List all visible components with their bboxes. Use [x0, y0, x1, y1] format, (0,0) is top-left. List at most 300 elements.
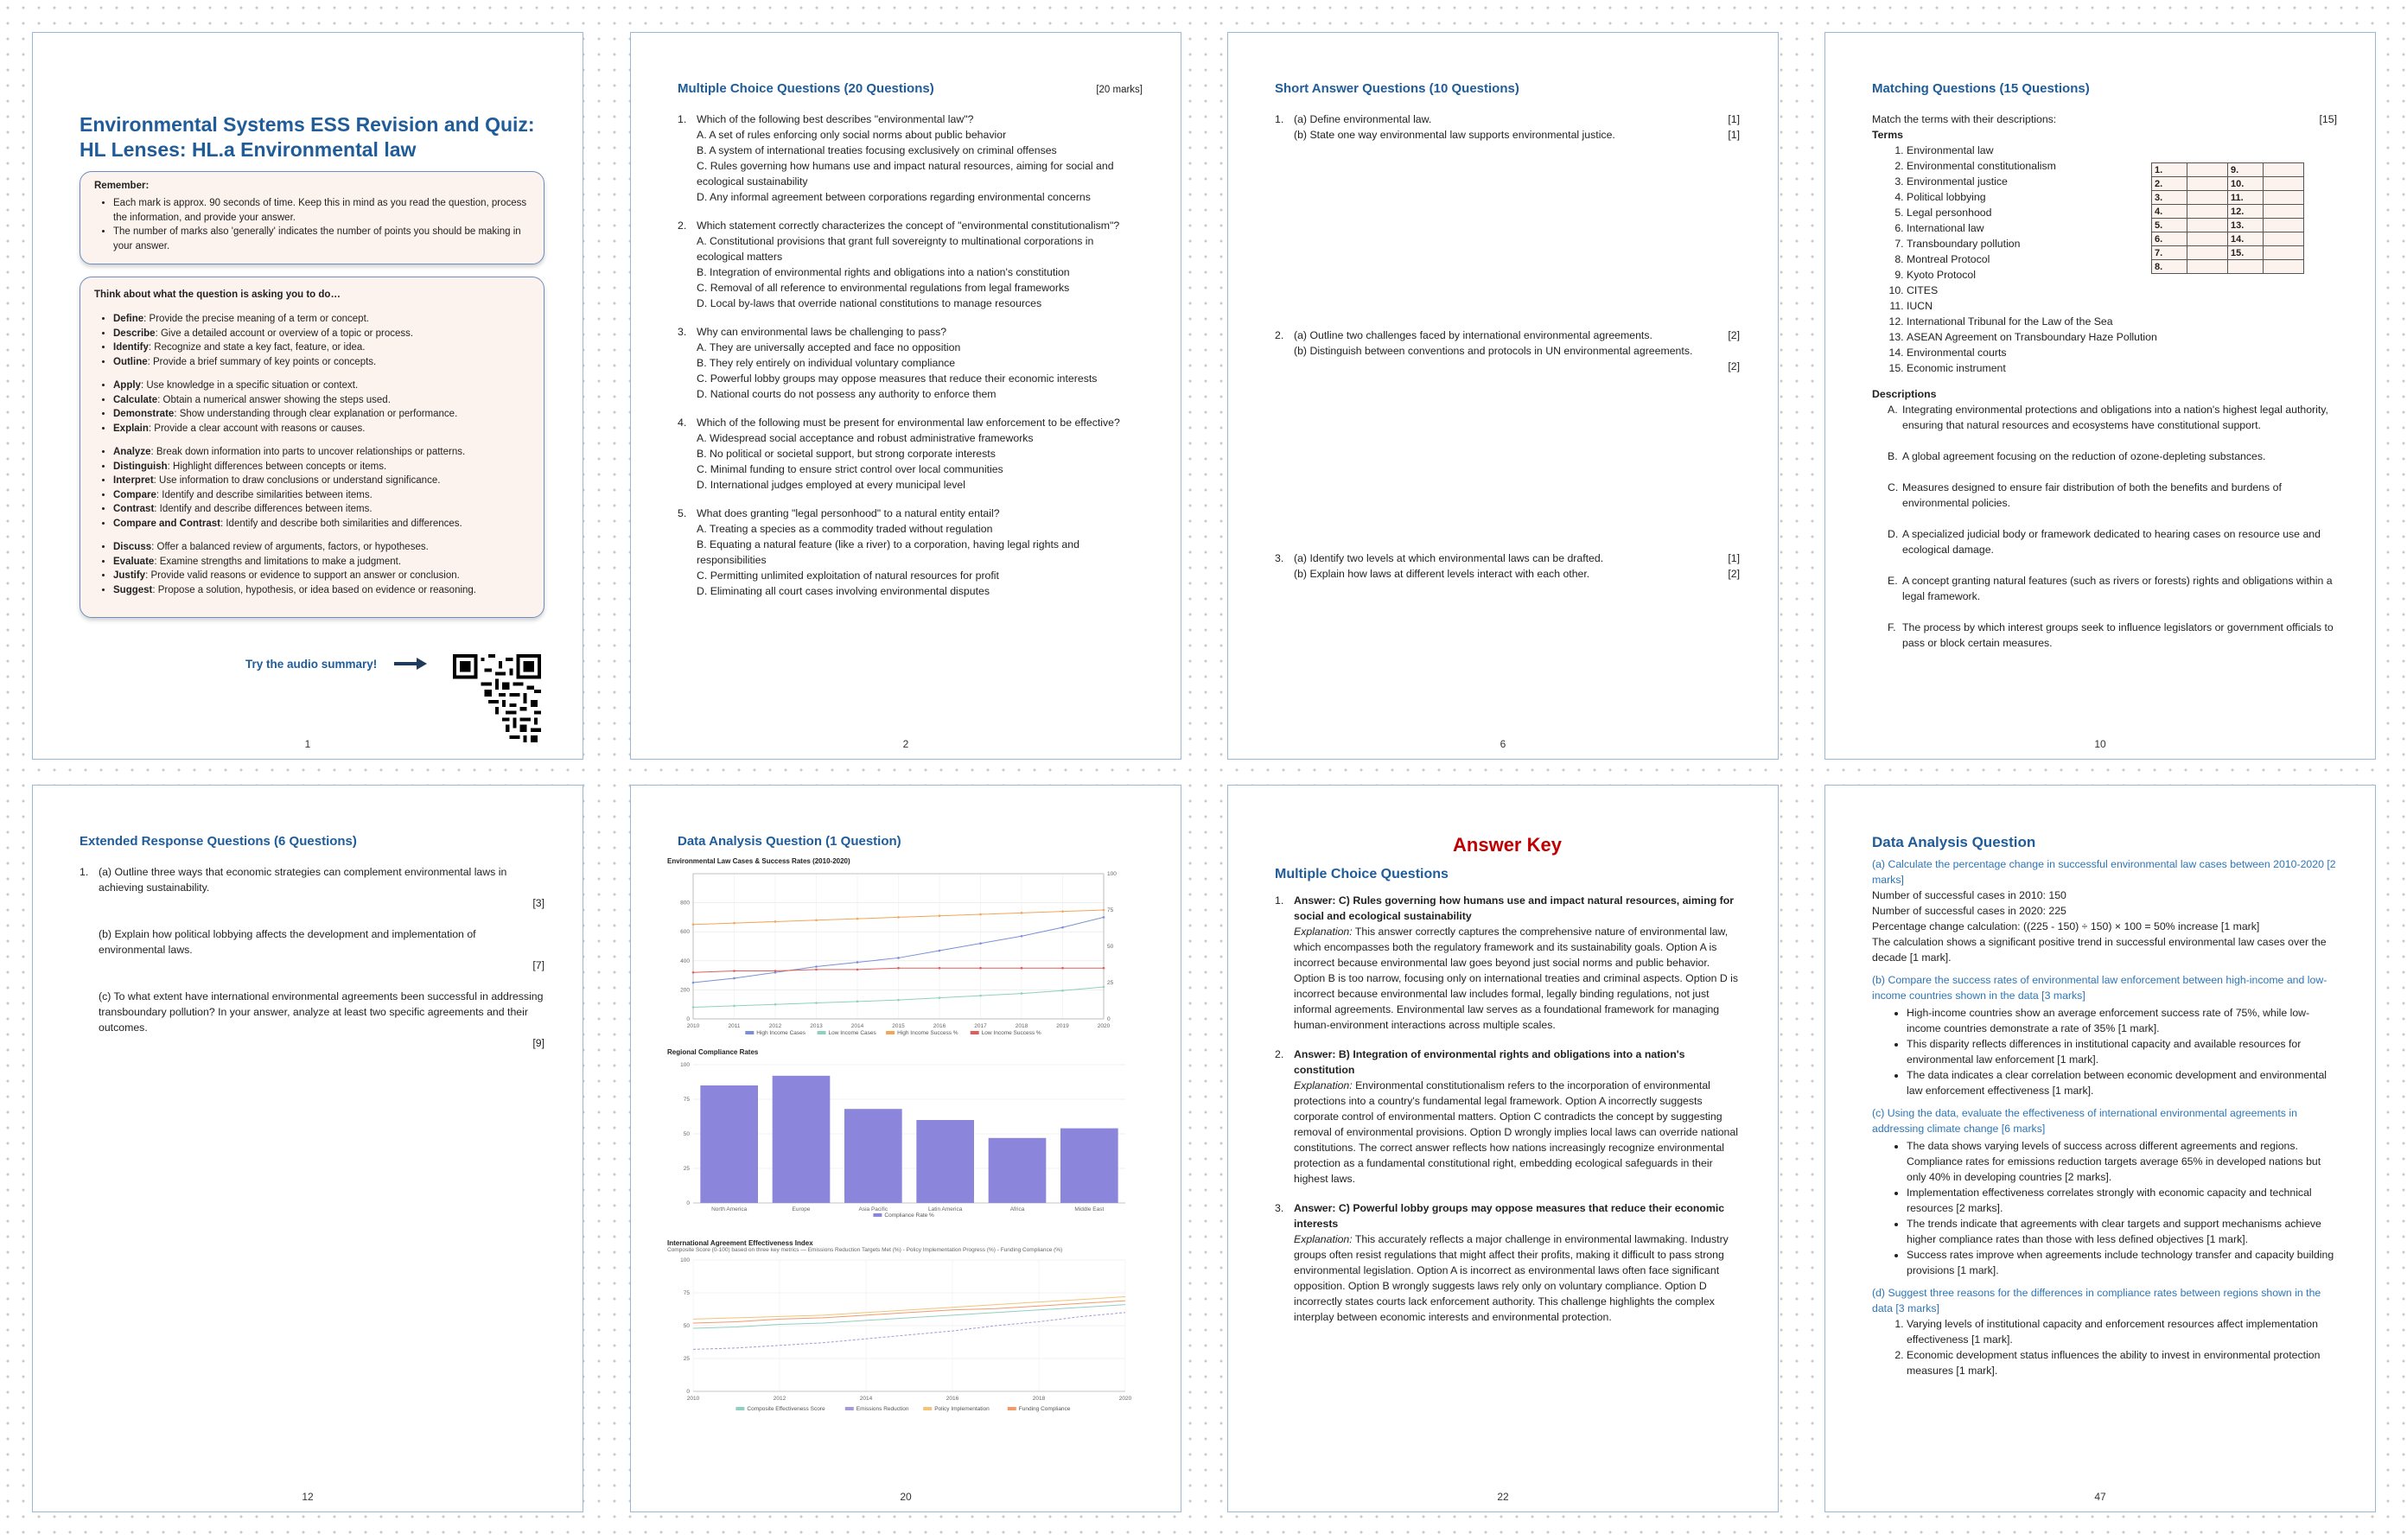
series-line: [693, 1305, 1125, 1328]
data-point: [1103, 916, 1105, 919]
question-body: [697, 218, 1143, 311]
bar: [989, 1138, 1047, 1203]
x-tick-label: 2012: [773, 1396, 786, 1402]
grid-number: 3.: [2152, 191, 2187, 205]
legend-swatch: [1008, 1407, 1016, 1410]
command-terms-group: [94, 540, 530, 597]
data-point: [733, 970, 735, 972]
answer-option: B. They rely entirely on individual voluntary compliance: [697, 357, 956, 369]
page-number: 2: [902, 738, 909, 750]
legend-swatch: [735, 1407, 744, 1410]
legend-swatch: [971, 1031, 979, 1034]
command-term: [113, 502, 530, 517]
answer-option: A. Constitutional provisions that grant full sovereignty to multinational corporations in ecological matters: [697, 235, 1094, 263]
bar: [773, 1076, 831, 1203]
answer-option: A. Widespread social acceptance and robust administrative frameworks: [697, 432, 1034, 444]
question-stem: Why can environmental laws be challenging to pass?: [697, 326, 947, 338]
grid-number: 15.: [2228, 246, 2264, 260]
remember-heading: Remember:: [94, 181, 150, 191]
command-term-word: Evaluate: [113, 556, 155, 567]
answer-body: [1294, 1200, 1740, 1325]
x-tick-label: 2017: [974, 1023, 987, 1029]
command-term: [113, 583, 530, 598]
data-point: [733, 977, 735, 980]
answer-explanation: [1294, 1078, 1740, 1187]
chart-3-title: International Agreement Effectiveness Index: [667, 1239, 813, 1247]
part-d-heading: (d) Suggest three reasons for the differences in compliance rates between regions shown in the data [3 marks]: [1872, 1287, 2321, 1314]
command-term-word: Compare and Contrast: [113, 518, 220, 529]
part-marks: [7]: [532, 959, 544, 971]
question-stem: Which of the following must be present for environmental law enforcement to be effective?: [697, 417, 1120, 429]
description-item: [1888, 526, 2337, 557]
page-title: [80, 112, 544, 162]
part-b-heading: (b) Compare the success rates of environmental law enforcement between high-income and low-income countries shown in the data [3 marks]: [1872, 974, 2327, 1002]
data-point: [979, 913, 982, 916]
x-tick-label: Africa: [1009, 1206, 1025, 1212]
answer-option: A. They are universally accepted and face no opposition: [697, 341, 961, 353]
grid-answer-cell[interactable]: [2187, 246, 2228, 260]
answer-number: 3.: [1275, 1202, 1284, 1214]
command-term-definition: : Show understanding through clear explanation or performance.: [174, 409, 458, 419]
answer-body: [1294, 893, 1740, 1033]
data-point: [692, 924, 695, 926]
section-title: Multiple Choice Questions (20 Questions): [678, 81, 934, 96]
command-term: [113, 460, 530, 474]
term-item: 15. Economic instrument: [1907, 360, 2192, 376]
grid-answer-cell: [2264, 260, 2304, 274]
grid-answer-cell[interactable]: [2264, 246, 2304, 260]
y2-tick-label: 0: [1107, 1016, 1111, 1022]
term-item: 10. CITES: [1907, 283, 2192, 298]
command-terms-group: [94, 445, 530, 531]
command-term-definition: : Recognize and state a key fact, feature, or idea.: [148, 342, 366, 353]
section-title: Data Analysis Question: [1872, 834, 2036, 850]
command-term-definition: : Use knowledge in a specific situation or context.: [140, 380, 359, 391]
term-item: 5. Legal personhood: [1907, 205, 2192, 220]
audio-summary[interactable]: [245, 655, 430, 672]
data-point: [774, 970, 777, 972]
explanation-label: Explanation:: [1294, 926, 1353, 938]
part-a-answer: [1872, 888, 2337, 965]
y-tick-label: 0: [686, 1200, 690, 1206]
grid-number: 11.: [2228, 191, 2264, 205]
x-tick-label: 2014: [850, 1023, 864, 1029]
page-47: [1824, 785, 2376, 1512]
answer-numbered-item: 1. Varying levels of institutional capacity and enforcement resources affect implementation effectiveness [1 mark].: [1907, 1316, 2337, 1347]
data-point: [939, 914, 941, 917]
page-22: [1227, 785, 1779, 1512]
grid-answer-cell[interactable]: [2187, 177, 2228, 191]
grid-number: [2228, 260, 2264, 274]
y-tick-label: 25: [683, 1166, 690, 1172]
question-part: [1294, 550, 1740, 566]
section-title: Data Analysis Question (1 Question): [678, 834, 901, 849]
legend-label: High Income Success %: [897, 1030, 958, 1036]
y-tick-label: 600: [680, 929, 690, 936]
matching-intro: [1872, 111, 2337, 127]
command-term-word: Suggest: [113, 584, 153, 595]
answer-numbered-item: 2. Economic development status influences the ability to invest in environmental protection measures [1 mark].: [1907, 1347, 2337, 1378]
data-point: [1061, 910, 1064, 913]
answer-list: [1275, 893, 1740, 1325]
descriptions-heading: Descriptions: [1872, 388, 1937, 400]
question-body: [99, 864, 544, 1066]
question-part: [99, 926, 544, 973]
data-point: [939, 996, 941, 999]
answer-grid: [2151, 162, 2304, 274]
command-term: [113, 474, 530, 488]
short-answer-question-3: [1275, 550, 1740, 582]
data-point: [856, 969, 859, 971]
arrow-right-icon: [392, 655, 430, 672]
command-term-definition: : Identify and describe differences between items.: [154, 504, 373, 514]
command-term-word: Interpret: [113, 475, 154, 486]
data-point: [856, 961, 859, 964]
grid-answer-cell[interactable]: [2264, 219, 2304, 232]
part-marks: [1]: [1728, 113, 1740, 125]
grid-row: [2152, 232, 2304, 246]
term-item: 4. Political lobbying: [1907, 189, 2192, 205]
x-tick-label: Middle East: [1074, 1206, 1105, 1212]
command-term: [113, 312, 530, 327]
part-text: (b) Explain how political lobbying affects the development and implementation of environmental laws.: [99, 928, 476, 956]
answer-option: B. A system of international treaties focusing exclusively on criminal offenses: [697, 144, 1057, 156]
part-text: (a) Identify two levels at which environmental laws can be drafted.: [1294, 552, 1604, 564]
grid-number: 1.: [2152, 163, 2187, 177]
grid-row: [2152, 246, 2304, 260]
data-point: [979, 995, 982, 997]
description-text: The process by which interest groups seek to influence legislators or government officials to pass or block certain measures.: [1902, 621, 2334, 649]
y-tick-label: 100: [680, 1257, 690, 1263]
data-point: [979, 942, 982, 945]
data-point: [1021, 992, 1023, 995]
question-part: [1294, 343, 1740, 374]
grid-number: 6.: [2152, 232, 2187, 246]
answer-option: C. Rules governing how humans use and impact natural resources, aiming for social and ecological sustainability: [697, 160, 1114, 188]
question-number: 5.: [678, 507, 687, 519]
term-item: 11. IUCN: [1907, 298, 2192, 314]
part-marks: [3]: [532, 897, 544, 909]
question-body: [1294, 550, 1740, 582]
grid-number: 2.: [2152, 177, 2187, 191]
grid-answer-cell[interactable]: [2264, 177, 2304, 191]
x-tick-label: 2020: [1118, 1396, 1132, 1402]
title-line-2: HL Lenses: HL.a Environmental law: [80, 138, 417, 161]
data-point: [1021, 967, 1023, 970]
remember-item: • The number of marks also 'generally' indicates the number of points you should be making in your answer.: [113, 225, 530, 253]
command-term-word: Discuss: [113, 542, 152, 552]
grid-row: [2152, 191, 2304, 205]
command-term-definition: : Provide the precise meaning of a term or concept.: [143, 314, 369, 324]
description-text: A concept granting natural features (such as rivers or forests) rights and obligations within a legal framework.: [1902, 575, 2333, 602]
y-tick-label: 0: [686, 1389, 690, 1395]
part-text: (b) State one way environmental law supports environmental justice.: [1294, 129, 1615, 141]
data-point: [692, 982, 695, 984]
bar: [844, 1109, 902, 1203]
grid-number: 10.: [2228, 177, 2264, 191]
grid-row: [2152, 260, 2304, 274]
term-item: 8. Montreal Protocol: [1907, 251, 2192, 267]
question-part: [1294, 111, 1740, 127]
legend-swatch: [745, 1031, 754, 1034]
answer-option: A. A set of rules enforcing only social norms about public behavior: [697, 129, 1007, 141]
command-term-word: Describe: [113, 328, 156, 339]
grid-answer-cell[interactable]: [2187, 205, 2228, 219]
page-2: [630, 32, 1181, 760]
legend-label: Emissions Reduction: [856, 1406, 909, 1412]
page-6: [1227, 32, 1779, 760]
description-item: [1888, 449, 2337, 464]
x-tick-label: 2015: [892, 1023, 905, 1029]
audio-summary-label[interactable]: Try the audio summary!: [245, 657, 378, 671]
grid-answer-cell[interactable]: [2187, 163, 2228, 177]
legend-label: Compliance Rate %: [884, 1212, 934, 1219]
command-term-definition: : Provide valid reasons or evidence to support an answer or conclusion.: [145, 570, 460, 581]
intro-marks: [15]: [2319, 113, 2337, 125]
grid-number: 4.: [2152, 205, 2187, 219]
description-item: [1888, 402, 2337, 433]
grid-answer-cell[interactable]: [2187, 191, 2228, 205]
page-10: [1824, 32, 2376, 760]
command-term-definition: : Obtain a numerical answer showing the steps used.: [157, 394, 391, 405]
x-tick-label: 2011: [728, 1023, 741, 1029]
grid-number: 13.: [2228, 219, 2264, 232]
page-number: 47: [2094, 1491, 2106, 1503]
command-term-definition: : Propose a solution, hypothesis, or idea based on evidence or reasoning.: [152, 584, 477, 595]
command-term-word: Distinguish: [113, 461, 168, 472]
grid-row: [2152, 177, 2304, 191]
data-point: [692, 1006, 695, 1009]
term-item: 7. Transboundary pollution: [1907, 236, 2192, 251]
legend-swatch: [923, 1407, 932, 1410]
term-item: 13. ASEAN Agreement on Transboundary Haze Pollution: [1907, 329, 2192, 345]
answer-option: B. Equating a natural feature (like a river) to a corporation, having legal rights and responsibilities: [697, 538, 1079, 566]
grid-answer-cell[interactable]: [2264, 232, 2304, 246]
grid-number: 8.: [2152, 260, 2187, 274]
page-number: 12: [302, 1491, 314, 1503]
explanation-label: Explanation:: [1294, 1079, 1353, 1091]
answer-bullet: • The trends indicate that agreements with clear targets and support mechanisms achieve higher compliance rates than those with less defined objectives [1 mark].: [1907, 1216, 2337, 1247]
data-point: [733, 1005, 735, 1008]
question-number: 1.: [678, 113, 687, 125]
description-letter: C.: [1888, 481, 1899, 493]
terms-list: [1872, 143, 2192, 376]
page-number: 22: [1497, 1491, 1509, 1503]
terms-heading: Terms: [1872, 129, 1903, 141]
description-text: Measures designed to ensure fair distribution of both the benefits and burdens of environmental policies.: [1902, 481, 2282, 509]
y-tick-label: 200: [680, 987, 690, 994]
command-term-word: Analyze: [113, 447, 151, 457]
command-terms-heading: Think about what the question is asking you to do…: [94, 290, 341, 300]
data-point: [1061, 990, 1064, 992]
description-letter: B.: [1888, 450, 1898, 462]
legend-label: Low Income Cases: [828, 1030, 876, 1036]
bar: [700, 1085, 758, 1203]
data-point: [1103, 986, 1105, 989]
data-point: [774, 1003, 777, 1006]
data-point: [774, 920, 777, 923]
data-point: [1103, 909, 1105, 912]
bar: [1060, 1129, 1118, 1203]
answer-explanation: [1294, 1231, 1740, 1325]
x-tick-label: North America: [711, 1206, 748, 1212]
y-tick-label: 100: [680, 1062, 690, 1068]
data-point: [815, 969, 818, 971]
x-tick-label: 2016: [946, 1396, 959, 1402]
term-item: 2. Environmental constitutionalism: [1907, 158, 2192, 174]
question-number: 4.: [678, 417, 687, 429]
answer-number: 1.: [1275, 894, 1284, 907]
command-term-definition: : Identify and describe similarities between items.: [156, 489, 373, 500]
grid-answer-cell[interactable]: [2187, 260, 2228, 274]
answer-bullet: • The data indicates a clear correlation between economic development and environmental law enforcement effectiveness [1 mark].: [1907, 1067, 2337, 1098]
legend-swatch: [873, 1213, 882, 1217]
qr-code-icon[interactable]: [453, 652, 541, 745]
question-number: 1.: [1275, 113, 1284, 125]
mcq-list: [678, 111, 1143, 599]
part-text: (c) To what extent have international environmental agreements been successful in addressing transboundary pollution? In your answer, analyze at least two specific agreements and their outcomes.: [99, 990, 544, 1034]
compliance-bar-chart: [659, 1056, 1143, 1229]
chart-1-title: Environmental Law Cases & Success Rates (2010-2020): [667, 857, 850, 865]
y2-tick-label: 100: [1107, 871, 1117, 877]
data-point: [1061, 967, 1064, 970]
description-text: A global agreement focusing on the reduction of ozone-depleting substances.: [1902, 450, 2266, 462]
term-item: 12. International Tribunal for the Law of the Sea: [1907, 314, 2192, 329]
command-term: [113, 340, 530, 355]
mcq-question: [678, 324, 1143, 402]
data-point: [856, 1001, 859, 1003]
page-20: [630, 785, 1181, 1512]
command-term-word: Identify: [113, 342, 149, 353]
command-term-word: Outline: [113, 356, 148, 367]
section-heading: [678, 834, 1143, 849]
command-term: [113, 540, 530, 555]
term-item: 3. Environmental justice: [1907, 174, 2192, 189]
answer-key-heading: Answer Key: [1453, 834, 1562, 856]
grid-answer-cell[interactable]: [2187, 232, 2228, 246]
data-point: [1061, 926, 1064, 929]
part-text: (a) Define environmental law.: [1294, 113, 1432, 125]
command-term: [113, 422, 530, 436]
command-term: [113, 379, 530, 393]
remember-item: • Each mark is approx. 90 seconds of time. Keep this in mind as you read the question, process the information, and provide your answer.: [113, 196, 530, 225]
section-heading: [1275, 81, 1740, 96]
x-tick-label: 2019: [1056, 1023, 1069, 1029]
extended-response-question-1: [80, 864, 544, 1066]
data-point: [815, 919, 818, 921]
data-point: [939, 967, 941, 970]
page-number: 6: [1500, 738, 1506, 750]
grid-answer-cell[interactable]: [2264, 205, 2304, 219]
grid-row: [2152, 205, 2304, 219]
section-marks: [20 marks]: [1096, 85, 1143, 95]
data-point: [815, 965, 818, 968]
term-item: 9. Kyoto Protocol: [1907, 267, 2192, 283]
x-tick-label: 2014: [859, 1396, 873, 1402]
cases-line-chart: [659, 865, 1143, 1038]
grid-answer-cell[interactable]: [2264, 191, 2304, 205]
x-tick-label: 2012: [768, 1023, 782, 1029]
part-c-heading: (c) Using the data, evaluate the effectiveness of international environmental agreements in addressing climate change [6 marks]: [1872, 1107, 2297, 1135]
answer-option: A. Treating a species as a commodity traded without regulation: [697, 523, 993, 535]
x-tick-label: 2010: [686, 1023, 700, 1029]
legend-label: Policy Implementation: [934, 1406, 990, 1412]
part-text: (b) Distinguish between conventions and protocols in UN environmental agreements.: [1294, 345, 1693, 357]
command-term-definition: : Provide a clear account with reasons or causes.: [148, 423, 366, 434]
mcq-question: [678, 111, 1143, 205]
data-point: [897, 999, 900, 1002]
part-marks: [2]: [1728, 568, 1740, 580]
data-point: [1021, 935, 1023, 938]
y-tick-label: 0: [686, 1016, 690, 1022]
question-body: [697, 324, 1143, 402]
command-term-definition: : Give a detailed account or overview of a topic or process.: [155, 328, 414, 339]
part-text: (a) Outline two challenges faced by international environmental agreements.: [1294, 329, 1652, 341]
command-terms-group: [94, 379, 530, 436]
data-point: [815, 1002, 818, 1004]
chart-2-title: Regional Compliance Rates: [667, 1048, 759, 1056]
part-d-answer: [1872, 1316, 2337, 1378]
grid-answer-cell[interactable]: [2187, 219, 2228, 232]
section-title: Extended Response Questions (6 Questions): [80, 834, 357, 849]
data-point: [897, 967, 900, 970]
mcq-question: [678, 415, 1143, 493]
command-term: [113, 407, 530, 422]
chart-3-subtitle: Composite Score (0-100) based on three key metrics — Emissions Reduction Targets Met (%) - Policy Implementation Progress (%) - Funding Compliance (%): [667, 1247, 1063, 1253]
answer-bullet: • High-income countries show an average enforcement success rate of 75%, while low-income countries demonstrate a rate of 35% [1 mark].: [1907, 1005, 2337, 1036]
short-answer-question-2: [1275, 328, 1740, 374]
question-number: 2.: [678, 220, 687, 232]
answer-line: Number of successful cases in 2020: 225: [1872, 905, 2066, 917]
legend-swatch: [845, 1407, 854, 1410]
explanation-text: This accurately reflects a major challenge in environmental lawmaking. Industry groups often resist regulations that might affect their profits, making it difficult to pass strong environmental legislation. Option A is incorrect as environmental laws often face significant opposition. Option B wrongly suggests laws rely only on voluntary compliance. Option D incorrectly states courts lack enforcement authority. This challenge highlights the complex interplay between economic interests and environmental protection.: [1294, 1233, 1729, 1323]
answer-option: B. No political or societal support, but strong corporate interests: [697, 448, 996, 460]
description-letter: D.: [1888, 528, 1899, 540]
part-text: (b) Explain how laws at different levels interact with each other.: [1294, 568, 1590, 580]
command-term: [113, 327, 530, 341]
answer-option: B. Integration of environmental rights and obligations into a nation's constitution: [697, 266, 1070, 278]
effectiveness-line-chart: [659, 1253, 1143, 1417]
data-point: [856, 918, 859, 920]
part-marks: [2]: [1728, 329, 1740, 341]
grid-number: 5.: [2152, 219, 2187, 232]
x-tick-label: 2020: [1097, 1023, 1111, 1029]
answer-line: Percentage change calculation: ((225 - 150) ÷ 150) × 100 = 50% increase [1 mark]: [1872, 920, 2260, 932]
answer-bullet: • Success rates improve when agreements include technology transfer and capacity building provisions [1 mark].: [1907, 1247, 2337, 1278]
y-tick-label: 400: [680, 958, 690, 964]
y2-tick-label: 75: [1107, 907, 1114, 913]
answer-option: C. Permitting unlimited exploitation of natural resources for profit: [697, 570, 999, 582]
data-point: [692, 971, 695, 974]
command-term-definition: : Use information to draw conclusions or understand significance.: [153, 475, 441, 486]
command-term: [113, 517, 530, 531]
description-letter: F.: [1888, 621, 1896, 633]
command-terms-box: [80, 277, 544, 618]
question-number: 3.: [678, 326, 687, 338]
y-tick-label: 50: [683, 1131, 690, 1137]
description-item: [1888, 480, 2337, 511]
part-text: (a) Outline three ways that economic strategies can complement environmental laws in achieving sustainability.: [99, 866, 507, 894]
grid-answer-cell[interactable]: [2264, 163, 2304, 177]
answer-option: C. Minimal funding to ensure strict control over local communities: [697, 463, 1003, 475]
y-tick-label: 75: [683, 1097, 690, 1103]
command-term: [113, 393, 530, 408]
question-body: [697, 506, 1143, 599]
section-heading: [80, 834, 544, 849]
y-tick-label: 25: [683, 1356, 690, 1362]
command-term-word: Define: [113, 314, 144, 324]
answer-key-subheading: Multiple Choice Questions: [1275, 867, 1449, 881]
